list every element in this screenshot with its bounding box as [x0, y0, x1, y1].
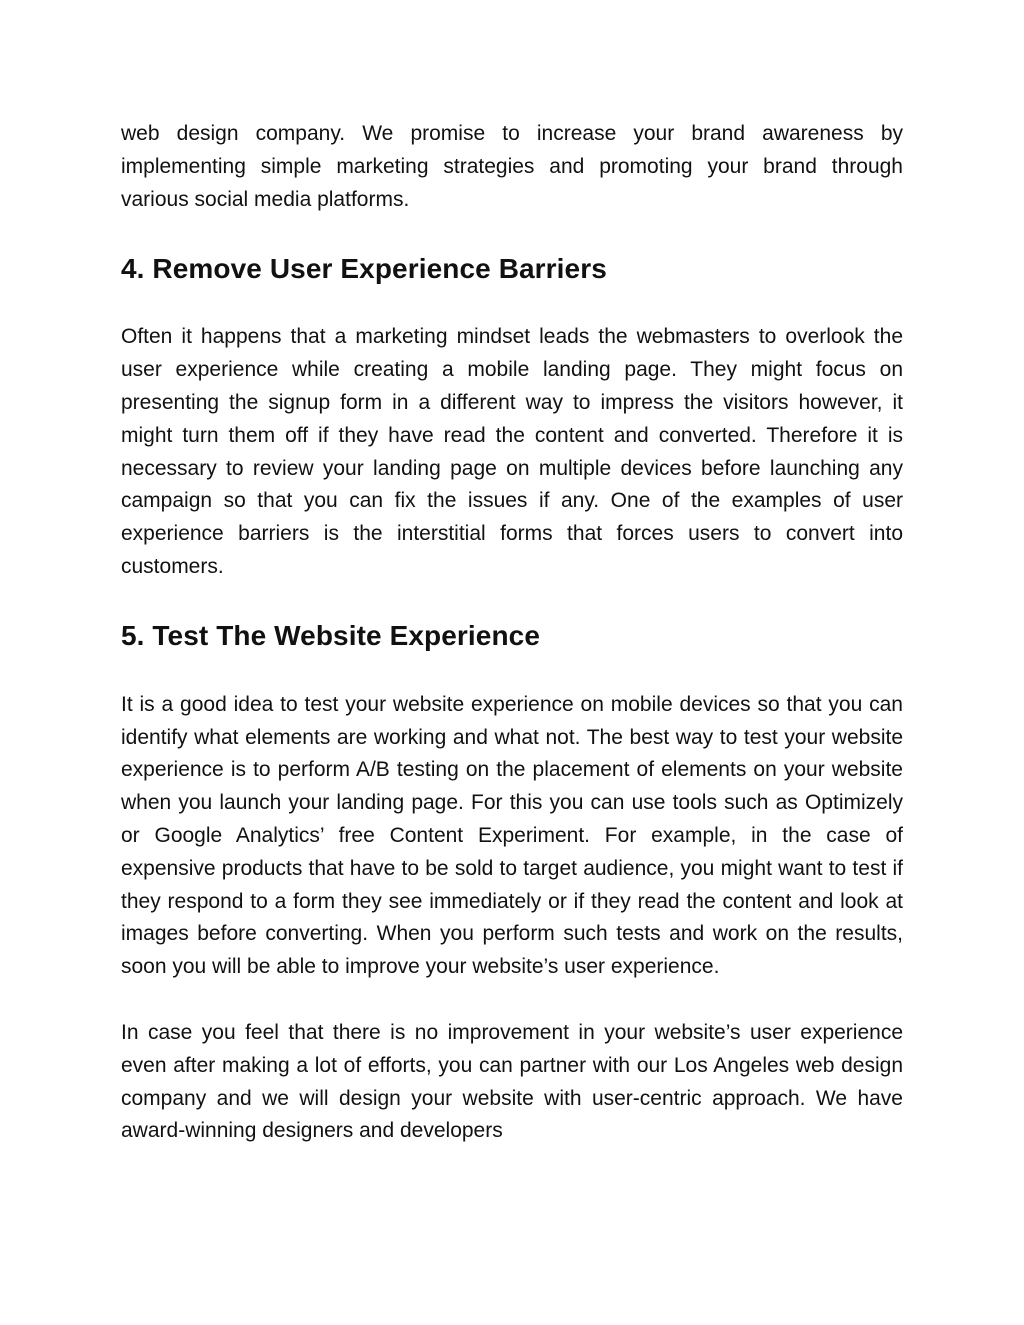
- section-4-heading: 4. Remove User Experience Barriers: [121, 253, 607, 285]
- section-4-paragraph: Often it happens that a marketing mindset leads the webmasters to overlook the user experience while creating a mobile landing page. They might focus on presenting the signup form in a different way to impress the visitors however, it might turn them off if they have read the content and converted. Therefore it is necessary to review your landing page on multiple devices before launching any campaign so that you can fix the issues if any. One of the examples of user experience barriers is the interstitial forms that forces users to convert into customers.: [121, 325, 903, 578]
- intro-paragraph: web design company. We promise to increase your brand awareness by implementing simple marketing strategies and promoting your brand through various social media platforms.: [121, 122, 903, 211]
- section-5-heading: 5. Test The Website Experience: [121, 619, 541, 651]
- section-5-paragraph-1: It is a good idea to test your website experience on mobile devices so that you can identify what elements are working and what not. The best way to test your website experience is to perform A/B testing on the placement of elements on your website when you launch your landing page. For this you can use tools such as Optimizely or Google Analytics’ free Content Experiment. For example, in the case of expensive products that have to be sold to target audience, you might want to test if they respond to a form they see immediately or if they read the content and look at images before converting. When you perform such tests and work on the results, soon you will be able to improve your website’s user experience.: [121, 692, 903, 979]
- section-5-paragraph-2: In case you feel that there is no improvement in your website’s user experience even after making a lot of efforts, you can partner with our Los Angeles web design company and we will design your website with user-centric approach. We have award-winning designers and developers: [121, 1020, 903, 1143]
- document-page: [121, 118, 903, 1148]
